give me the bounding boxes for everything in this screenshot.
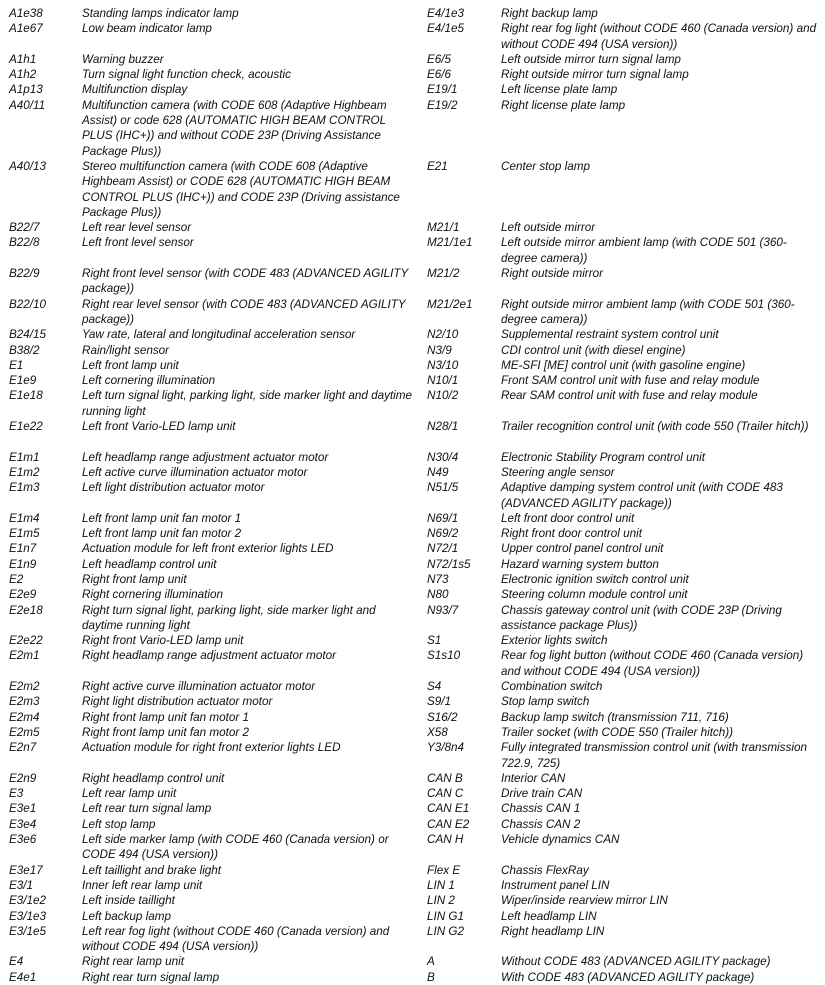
component-code: N93/7	[427, 603, 459, 617]
component-code: X58	[427, 725, 448, 739]
component-code: Flex E	[427, 863, 461, 877]
component-description: Left cornering illumination	[82, 374, 216, 388]
component-description: Left active curve illumination actuator motor	[82, 465, 308, 479]
component-code: E3e17	[9, 863, 43, 877]
component-code: E19/1	[427, 83, 458, 97]
component-description: Left headlamp range adjustment actuator motor	[82, 450, 329, 464]
component-description: Left rear turn signal lamp	[82, 802, 212, 816]
component-code: A1e38	[9, 7, 43, 20]
legend-row	[9, 52, 414, 67]
component-code: S4	[427, 680, 442, 694]
legend-row	[427, 297, 817, 328]
component-description: Interior CAN	[501, 771, 566, 785]
legend-row	[9, 801, 414, 816]
component-description: Right rear level sensor (with CODE 483 (ADVANCED AGILITY package))	[82, 297, 406, 326]
component-code: S16/2	[427, 710, 458, 724]
legend-row	[9, 786, 414, 801]
legend-row	[427, 633, 817, 648]
component-description: Electronic Stability Program control unit	[501, 450, 705, 464]
legend-row	[9, 98, 414, 159]
component-description: Right light distribution actuator motor	[82, 695, 273, 709]
component-code: B22/7	[9, 221, 40, 235]
legend-row	[427, 740, 817, 771]
component-description: Right headlamp control unit	[82, 771, 225, 785]
component-code: E3/1e3	[9, 909, 47, 923]
component-description: Center stop lamp	[501, 159, 590, 173]
component-code: A	[427, 955, 435, 969]
legend-row	[427, 587, 817, 602]
component-description: Left front lamp unit fan motor 2	[82, 527, 242, 541]
component-description: Chassis FlexRay	[501, 863, 589, 877]
component-description: Front SAM control unit with fuse and relay module	[501, 374, 760, 388]
legend-row	[9, 587, 414, 602]
component-description: Right outside mirror	[501, 267, 603, 281]
component-description: Yaw rate, lateral and longitudinal acceleration sensor	[82, 328, 356, 342]
legend-row	[9, 572, 414, 587]
component-code: E2n9	[9, 771, 37, 785]
legend-row	[427, 419, 817, 450]
legend-row	[427, 725, 817, 740]
legend-row	[9, 480, 414, 511]
component-code: CAN B	[427, 771, 463, 785]
component-description: Chassis gateway control unit (with CODE 23P (Driving assistance package Plus))	[501, 603, 782, 632]
component-code: E3e4	[9, 817, 37, 831]
component-code: E1m2	[9, 465, 40, 479]
component-description: Right cornering illumination	[82, 588, 223, 602]
component-description: Actuation module for right front exterior lights LED	[82, 741, 341, 755]
component-description: With CODE 483 (ADVANCED AGILITY package)	[501, 970, 755, 984]
component-description: Upper control panel control unit	[501, 542, 664, 556]
legend-row	[427, 893, 817, 908]
legend-row	[9, 21, 414, 52]
legend-row	[9, 373, 414, 388]
component-description: Right front lamp unit fan motor 2	[82, 725, 249, 739]
component-description: Left backup lamp	[82, 909, 172, 923]
legend-row	[9, 878, 414, 893]
component-code: E1e22	[9, 420, 43, 434]
legend-row	[427, 465, 817, 480]
component-code: B38/2	[9, 343, 40, 357]
component-description: Combination switch	[501, 680, 603, 694]
component-description: Exterior lights switch	[501, 634, 608, 648]
legend-row	[9, 725, 414, 740]
component-code: E2m1	[9, 649, 40, 663]
legend-row	[427, 909, 817, 924]
component-code: LIN G2	[427, 924, 465, 938]
legend-row	[9, 679, 414, 694]
component-description: Left front level sensor	[82, 236, 194, 250]
component-code: E2m4	[9, 710, 40, 724]
component-description: Warning buzzer	[82, 52, 164, 66]
component-code: E2e22	[9, 634, 43, 648]
component-description: ME-SFI [ME] control unit (with gasoline engine)	[501, 358, 746, 372]
legend-row	[427, 343, 817, 358]
component-code: E2m3	[9, 695, 40, 709]
legend-row	[427, 541, 817, 556]
component-code: E2e9	[9, 588, 37, 602]
component-description: Left rear lamp unit	[82, 787, 177, 801]
component-description: Drive train CAN	[501, 787, 583, 801]
component-description: Electronic ignition switch control unit	[501, 572, 689, 586]
component-description: Adaptive damping system control unit (with CODE 483 (ADVANCED AGILITY package))	[501, 481, 783, 510]
component-code: CAN H	[427, 833, 464, 847]
component-description: Right rear lamp unit	[82, 955, 184, 969]
legend-row	[427, 863, 817, 878]
component-code: E2n7	[9, 741, 37, 755]
component-code: N69/2	[427, 527, 459, 541]
legend-row	[427, 159, 817, 220]
legend-row	[9, 740, 414, 771]
legend-row	[9, 633, 414, 648]
legend-row	[427, 694, 817, 709]
component-description: Supplemental restraint system control unit	[501, 328, 719, 342]
legend-row	[427, 67, 817, 82]
component-code: N2/10	[427, 328, 459, 342]
legend-row	[9, 343, 414, 358]
component-code: E3/1	[9, 878, 34, 892]
legend-row	[9, 924, 414, 955]
legend-row	[9, 970, 414, 985]
legend-row	[427, 679, 817, 694]
component-code: B22/8	[9, 236, 40, 250]
component-description: Right front level sensor (with CODE 483 (ADVANCED AGILITY package))	[82, 267, 409, 296]
legend-row	[427, 801, 817, 816]
component-code: LIN 2	[427, 894, 455, 908]
component-description: CDI control unit (with diesel engine)	[501, 343, 686, 357]
component-description: Right headlamp range adjustment actuator motor	[82, 649, 337, 663]
component-code: E4e1	[9, 970, 37, 984]
component-description: Without CODE 483 (ADVANCED AGILITY package)	[501, 955, 771, 969]
legend-row	[9, 388, 414, 419]
component-code: N49	[427, 465, 449, 479]
component-code: E1	[9, 358, 24, 372]
legend-row	[427, 603, 817, 634]
component-description: Stop lamp switch	[501, 695, 590, 709]
component-description: Right headlamp LIN	[501, 924, 605, 938]
component-code: E3/1e5	[9, 924, 47, 938]
component-description: Right front lamp unit fan motor 1	[82, 710, 249, 724]
legend-row	[427, 21, 817, 52]
component-code: CAN E2	[427, 817, 470, 831]
component-code: N3/9	[427, 343, 452, 357]
component-code: E2	[9, 572, 24, 586]
legend-row	[427, 266, 817, 297]
component-code: E1e18	[9, 389, 43, 403]
legend-row	[9, 909, 414, 924]
legend-row	[9, 235, 414, 266]
component-code: E1m1	[9, 450, 40, 464]
legend-row	[427, 954, 817, 969]
component-code: N72/1	[427, 542, 459, 556]
component-description: Right front door control unit	[501, 527, 642, 541]
component-code: S1s10	[427, 649, 461, 663]
component-code: N3/10	[427, 358, 459, 372]
legend-row	[9, 694, 414, 709]
component-description: Low beam indicator lamp	[82, 22, 212, 36]
component-description: Steering column module control unit	[501, 588, 688, 602]
component-code: A1h2	[9, 68, 37, 82]
legend-row	[9, 511, 414, 526]
component-code: A40/11	[9, 98, 46, 112]
component-description: Left headlamp control unit	[82, 557, 217, 571]
legend-row	[9, 817, 414, 832]
component-description: Left front lamp unit fan motor 1	[82, 511, 242, 525]
component-code: N30/4	[427, 450, 459, 464]
component-code: N28/1	[427, 420, 459, 434]
component-code: N80	[427, 588, 449, 602]
component-description: Turn signal light function check, acoustic	[82, 68, 291, 82]
component-code: S9/1	[427, 695, 452, 709]
component-code: CAN C	[427, 787, 464, 801]
component-description: Left front lamp unit	[82, 358, 179, 372]
legend-row	[427, 52, 817, 67]
legend-row	[9, 832, 414, 863]
legend-row	[9, 648, 414, 679]
component-description: Right outside mirror turn signal lamp	[501, 68, 689, 82]
legend-right-column	[427, 6, 817, 985]
component-description: Left outside mirror ambient lamp (with CODE 501 (360-degree camera))	[501, 236, 787, 265]
component-description: Left rear level sensor	[82, 221, 192, 235]
component-code: B22/9	[9, 267, 40, 281]
component-code: E4/1e5	[427, 22, 465, 36]
legend-row	[427, 557, 817, 572]
component-code: N72/1s5	[427, 557, 471, 571]
legend-row	[9, 863, 414, 878]
legend-row	[9, 82, 414, 97]
legend-row	[9, 557, 414, 572]
component-description: Rear SAM control unit with fuse and relay module	[501, 389, 758, 403]
component-code: M21/1	[427, 221, 460, 235]
component-code: N51/5	[427, 481, 459, 495]
legend-row	[9, 893, 414, 908]
legend-row	[427, 878, 817, 893]
component-description: Left front door control unit	[501, 511, 635, 525]
component-code: E2e18	[9, 603, 43, 617]
legend-row	[9, 465, 414, 480]
component-description: Fully integrated transmission control unit (with transmission 722.9, 725)	[501, 741, 807, 770]
component-code: M21/2e1	[427, 297, 473, 311]
component-code: E3e1	[9, 802, 37, 816]
component-description: Inner left rear lamp unit	[82, 878, 203, 892]
component-description: Left headlamp LIN	[501, 909, 597, 923]
legend-row	[9, 358, 414, 373]
component-description: Instrument panel LIN	[501, 878, 610, 892]
legend-row	[427, 6, 817, 21]
component-code: E6/6	[427, 68, 452, 82]
component-description: Wiper/inside rearview mirror LIN	[501, 894, 668, 908]
component-code: B22/10	[9, 297, 47, 311]
legend-row	[427, 220, 817, 235]
legend-row	[427, 710, 817, 725]
component-description: Multifunction display	[82, 83, 188, 97]
component-description: Standing lamps indicator lamp	[82, 7, 239, 20]
component-code: Y3/8n4	[427, 741, 465, 755]
component-code: E2m5	[9, 725, 40, 739]
component-code: E1n9	[9, 557, 37, 571]
component-code: M21/2	[427, 267, 460, 281]
legend-row	[427, 327, 817, 342]
component-code: N10/2	[427, 389, 459, 403]
legend-row	[427, 82, 817, 97]
legend-row	[427, 970, 817, 985]
legend-row	[9, 6, 414, 21]
component-code: E3e6	[9, 833, 37, 847]
component-description: Left side marker lamp (with CODE 460 (Canada version) or CODE 494 (USA version))	[82, 833, 389, 862]
component-description: Vehicle dynamics CAN	[501, 833, 620, 847]
component-code: N10/1	[427, 374, 459, 388]
legend-row	[9, 419, 414, 450]
legend-row	[427, 924, 817, 955]
component-code: E1m5	[9, 527, 40, 541]
legend-row	[427, 358, 817, 373]
component-description: Right front Vario-LED lamp unit	[82, 634, 244, 648]
component-description: Right rear turn signal lamp	[82, 970, 220, 984]
legend-left-column	[9, 6, 414, 985]
component-code: E21	[427, 159, 448, 173]
legend-row	[427, 511, 817, 526]
legend-row	[427, 373, 817, 388]
component-description: Right turn signal light, parking light, side marker light and daytime running light	[82, 603, 376, 632]
component-description: Left outside mirror turn signal lamp	[501, 52, 681, 66]
component-description: Trailer socket (with CODE 550 (Trailer hitch))	[501, 725, 734, 739]
component-code: E1n7	[9, 542, 37, 556]
component-description: Right rear fog light (without CODE 460 (Canada version) and without CODE 494 (USA version))	[501, 22, 817, 51]
component-code: E6/5	[427, 52, 452, 66]
legend-row	[427, 648, 817, 679]
legend-row	[9, 159, 414, 220]
legend-row	[9, 541, 414, 556]
component-code: B	[427, 970, 435, 984]
legend-row	[427, 786, 817, 801]
legend-row	[9, 220, 414, 235]
component-code: E1e9	[9, 374, 37, 388]
component-description: Hazard warning system button	[501, 557, 659, 571]
component-code: N73	[427, 572, 449, 586]
component-description: Right front lamp unit	[82, 572, 187, 586]
component-description: Chassis CAN 2	[501, 817, 581, 831]
component-code: CAN E1	[427, 802, 470, 816]
component-description: Left inside taillight	[82, 894, 175, 908]
component-code: A40/13	[9, 159, 47, 173]
legend-row	[427, 450, 817, 465]
legend-row	[9, 710, 414, 725]
component-description: Right outside mirror ambient lamp (with CODE 501 (360-degree camera))	[501, 297, 795, 326]
legend-row	[427, 817, 817, 832]
legend-row	[9, 954, 414, 969]
legend-row	[9, 266, 414, 297]
legend-row	[9, 771, 414, 786]
component-description: Actuation module for left front exterior lights LED	[82, 542, 334, 556]
component-code: E3/1e2	[9, 894, 47, 908]
component-code: A1e67	[9, 22, 43, 36]
component-description: Stereo multifunction camera (with CODE 608 (Adaptive Highbeam Assist) or CODE 628 (AUTOMATIC HIGH BEAM CONTROL PLUS (IHC+)) and CODE 23P (Driving assistance Package Plus))	[82, 159, 400, 219]
component-code: N69/1	[427, 511, 459, 525]
legend-row	[9, 67, 414, 82]
legend-row	[427, 526, 817, 541]
component-code: E1m3	[9, 481, 40, 495]
legend-row	[9, 526, 414, 541]
legend-row	[427, 388, 817, 419]
component-description: Multifunction camera (with CODE 608 (Adaptive Highbeam Assist) or code 628 (AUTOMATIC HIGH BEAM CONTROL PLUS (IHC+)) and without CODE 23P (Driving Assistance Package Plus))	[82, 98, 387, 158]
legend-row	[427, 832, 817, 863]
component-code: S1	[427, 634, 442, 648]
component-code: B24/15	[9, 328, 47, 342]
component-description: Left taillight and brake light	[82, 863, 222, 877]
component-description: Left light distribution actuator motor	[82, 481, 265, 495]
component-code: E2m2	[9, 680, 40, 694]
component-description: Left stop lamp	[82, 817, 156, 831]
component-code: E3	[9, 787, 24, 801]
component-description: Trailer recognition control unit (with code 550 (Trailer hitch))	[501, 420, 809, 434]
legend-row	[9, 450, 414, 465]
component-description: Right backup lamp	[501, 7, 598, 20]
legend-row	[9, 603, 414, 634]
component-description: Right active curve illumination actuator motor	[82, 680, 316, 694]
component-description: Steering angle sensor	[501, 465, 615, 479]
component-description: Chassis CAN 1	[501, 802, 581, 816]
component-code: LIN 1	[427, 878, 455, 892]
component-description: Left turn signal light, parking light, side marker light and daytime running light	[82, 389, 413, 418]
legend-row	[9, 327, 414, 342]
component-description: Left outside mirror	[501, 221, 596, 235]
component-code: E19/2	[427, 98, 458, 112]
component-description: Right license plate lamp	[501, 98, 626, 112]
component-description: Rear fog light button (without CODE 460 (Canada version) and without CODE 494 (USA version))	[501, 649, 804, 678]
legend-row	[427, 235, 817, 266]
legend-row	[427, 572, 817, 587]
component-code: LIN G1	[427, 909, 465, 923]
component-code: E4	[9, 955, 24, 969]
component-description: Left rear fog light (without CODE 460 (Canada version) and without CODE 494 (USA version))	[82, 924, 390, 954]
component-description: Left front Vario-LED lamp unit	[82, 420, 236, 434]
legend-row	[427, 480, 817, 511]
component-code: A1h1	[9, 52, 37, 66]
component-description: Rain/light sensor	[82, 343, 170, 357]
legend-row	[9, 297, 414, 328]
component-code: E4/1e3	[427, 7, 465, 20]
component-code: M21/1e1	[427, 236, 473, 250]
component-description: Left license plate lamp	[501, 83, 618, 97]
component-description: Backup lamp switch (transmission 711, 716)	[501, 710, 729, 724]
legend-row	[427, 98, 817, 159]
component-code: A1p13	[9, 83, 43, 97]
legend-row	[427, 771, 817, 786]
component-code: E1m4	[9, 511, 40, 525]
